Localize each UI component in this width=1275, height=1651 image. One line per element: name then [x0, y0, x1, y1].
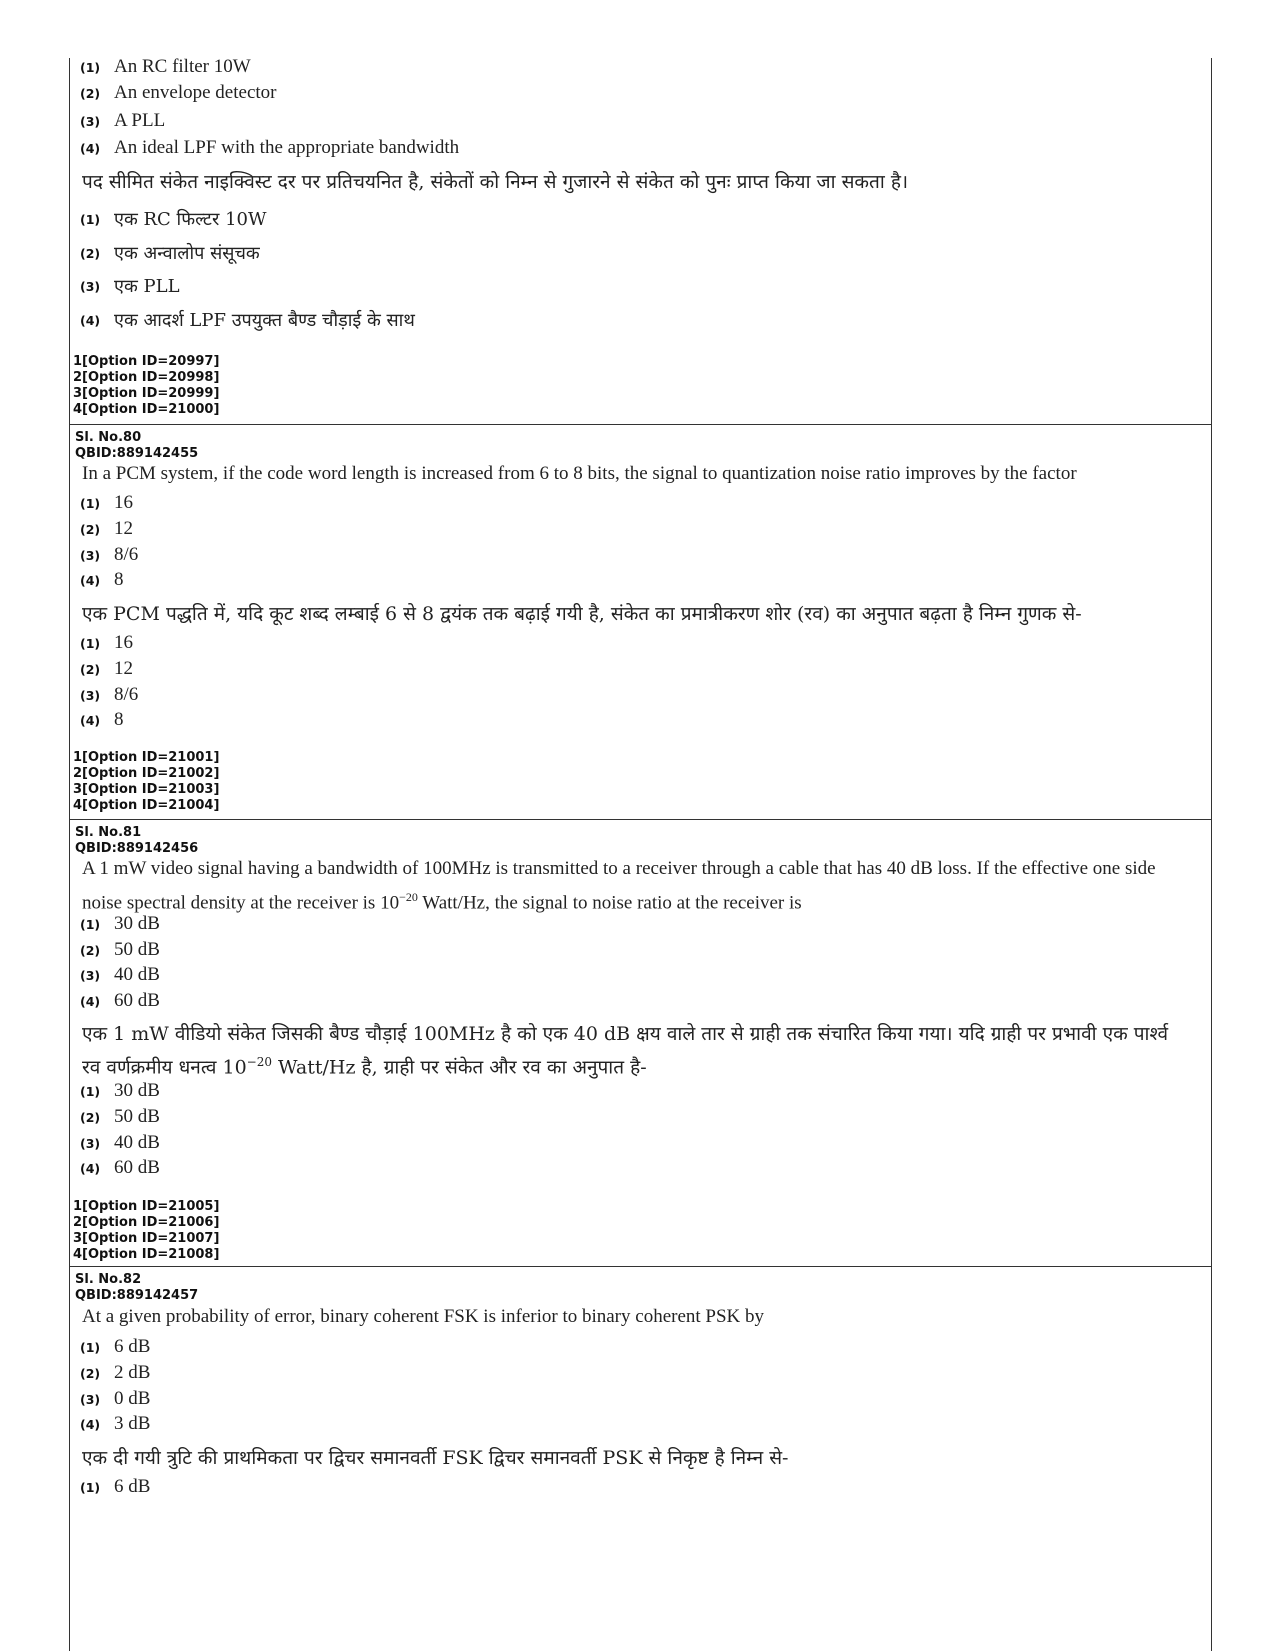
q80-stem-en: In a PCM system, if the code word length is increased from 6 to 8 bits, the signal to quantization noise ratio improves by the factor	[82, 463, 1077, 484]
q80-option-4-hi: (4) 8	[80, 709, 124, 730]
q80-option-2-hi: (2) 12	[80, 658, 133, 679]
q79-option-4-en: (4) An ideal LPF with the appropriate bandwidth	[80, 137, 460, 158]
q80-stem-hi: एक PCM पद्धति में, यदि कूट शब्द लम्बाई 6 से 8 द्वयंक तक बढ़ाई गयी है, संकेत का प्रमात्रीकरण शोर (रव) का अनुपात बढ़ता है निम्न गुणक से-	[82, 603, 1082, 625]
q79-option-3-hi: (3) एक PLL	[80, 276, 180, 297]
q79-option-2-en: (2) An envelope detector	[80, 82, 277, 103]
q82-header	[75, 1272, 198, 1304]
qbid: QBID:889142457	[75, 1288, 199, 1303]
q80-option-3-en: (3) 8/6	[80, 544, 139, 565]
q81-option-4-en: (4) 60 dB	[80, 990, 160, 1011]
q79-option-2-hi: (2) एक अन्वालोप संसूचक	[80, 243, 260, 264]
q81-stem-en: A 1 mW video signal having a bandwidth of 100MHz is transmitted to a receiver through a cable that has 40 dB loss. If the effective one side noise spectral density at the receiver is $10^{-20}$ Watt/Hz, the signal to noise ratio at the receiver is	[82, 858, 1156, 914]
q80-option-1-en: (1) 16	[80, 492, 133, 513]
q82-option-4-en: (4) 3 dB	[80, 1413, 151, 1434]
q81-option-1-hi: (1) 30 dB	[80, 1080, 160, 1101]
q81-option-ids: 1[Option ID=21005] 2[Option ID=21006] 3[Option ID=21007] 4[Option ID=21008]	[73, 1199, 220, 1262]
q80-option-2-en: (2) 12	[80, 518, 133, 539]
q80-header	[75, 430, 198, 462]
q79-stem-hi: पद सीमित संकेत नाइक्विस्ट दर पर प्रतिचयनित है, संकेतों को निम्न से गुजारने से संकेत को पुनः प्राप्त किया जा सकता है।	[82, 171, 909, 193]
question-paper-frame	[69, 58, 1212, 1651]
q81-option-3-en: (3) 40 dB	[80, 964, 160, 985]
q79-option-4-hi: (4) एक आदर्श LPF उपयुक्त बैण्ड चौड़ाई के साथ	[80, 310, 415, 331]
q81-option-2-en: (2) 50 dB	[80, 939, 160, 960]
q80-option-1-hi: (1) 16	[80, 632, 133, 653]
q82-option-1-en: (1) 6 dB	[80, 1336, 151, 1357]
divider	[70, 424, 1211, 425]
serial-number: Sl. No.80	[75, 430, 142, 445]
q81-option-3-hi: (3) 40 dB	[80, 1132, 160, 1153]
qbid: QBID:889142456	[75, 841, 199, 856]
q82-stem-hi: एक दी गयी त्रुटि की प्राथमिकता पर द्विचर समानवर्ती FSK द्विचर समानवर्ती PSK से निकृष्ट है निम्न से-	[82, 1447, 789, 1469]
q82-stem-en: At a given probability of error, binary coherent FSK is inferior to binary coherent PSK by	[82, 1306, 765, 1327]
q79-option-3-en: (3) A PLL	[80, 110, 166, 131]
q81-option-4-hi: (4) 60 dB	[80, 1157, 160, 1178]
divider	[70, 819, 1211, 820]
q79-option-1-en: (1) An RC filter 10W	[80, 56, 251, 77]
q80-option-3-hi: (3) 8/6	[80, 684, 139, 705]
serial-number: Sl. No.82	[75, 1272, 142, 1287]
q81-header	[75, 825, 198, 857]
q81-option-2-hi: (2) 50 dB	[80, 1106, 160, 1127]
q80-option-4-en: (4) 8	[80, 569, 124, 590]
divider	[70, 1266, 1211, 1267]
q82-option-1-hi: (1) 6 dB	[80, 1476, 151, 1497]
q82-option-3-en: (3) 0 dB	[80, 1388, 151, 1409]
serial-number: Sl. No.81	[75, 825, 142, 840]
qbid: QBID:889142455	[75, 446, 199, 461]
q82-option-2-en: (2) 2 dB	[80, 1362, 151, 1383]
q79-option-1-hi: (1) एक RC फिल्टर 10W	[80, 209, 267, 230]
q79-option-ids: 1[Option ID=20997] 2[Option ID=20998] 3[Option ID=20999] 4[Option ID=21000]	[73, 354, 220, 417]
q80-option-ids: 1[Option ID=21001] 2[Option ID=21002] 3[Option ID=21003] 4[Option ID=21004]	[73, 750, 220, 813]
q81-option-1-en: (1) 30 dB	[80, 913, 160, 934]
q81-stem-hi: एक 1 mW वीडियो संकेत जिसकी बैण्ड चौड़ाई 100MHz है को एक 40 dB क्षय वाले तार से ग्राही तक संचारित किया गया। यदि ग्राही पर प्रभावी एक पार्श्व रव वर्णक्रमीय धनत्व $10^{-20}$ Watt/Hz है, ग्राही पर संकेत और रव का अनुपात है-	[82, 1023, 1169, 1079]
